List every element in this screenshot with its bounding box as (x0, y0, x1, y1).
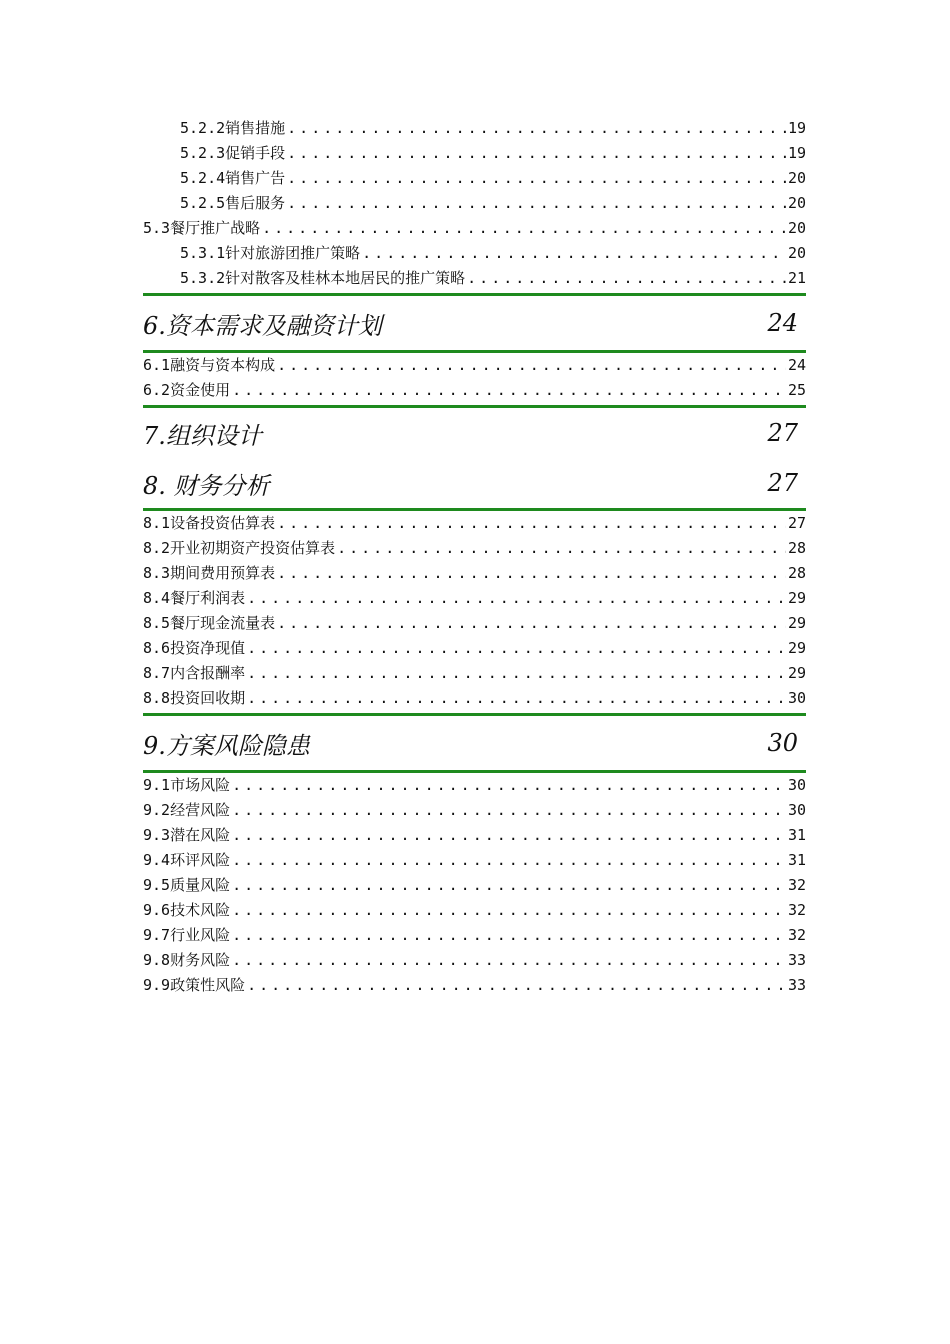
toc-entry-page-number: 33 (787, 951, 806, 969)
toc-entry-label: 9.1市场风险 (143, 776, 231, 794)
toc-entry[interactable] (143, 798, 806, 823)
dot-leader (247, 973, 786, 998)
dot-leader (232, 773, 786, 798)
dot-leader (287, 116, 786, 141)
dot-leader (277, 561, 786, 586)
toc-entry-label: 8.6投资净现值 (143, 639, 246, 657)
toc-group-8 (143, 511, 806, 711)
toc-entry-label: 9.2经营风险 (143, 801, 231, 819)
toc-entry-label: 8.4餐厅利润表 (143, 589, 246, 607)
chapter-page-number: 27 (767, 469, 798, 497)
dot-leader (232, 848, 786, 873)
toc-entry-page-number: 28 (787, 539, 806, 557)
toc-chapter-7[interactable] (143, 408, 806, 458)
toc-entry-page-number: 21 (787, 269, 806, 287)
toc-entry-page-number: 20 (787, 169, 806, 187)
toc-entry[interactable] (143, 216, 806, 241)
dot-leader (277, 611, 786, 636)
toc-entry[interactable] (143, 511, 806, 536)
toc-entry-page-number: 25 (787, 381, 806, 399)
toc-entry[interactable] (143, 923, 806, 948)
toc-entry-page-number: 29 (787, 639, 806, 657)
toc-entry[interactable] (143, 586, 806, 611)
toc-entry-label: 9.7行业风险 (143, 926, 231, 944)
dot-leader (232, 923, 786, 948)
toc-entry-label: 8.3期间费用预算表 (143, 564, 276, 582)
dot-leader (232, 378, 786, 403)
dot-leader (232, 898, 786, 923)
toc-entry-page-number: 24 (787, 356, 806, 374)
dot-leader (247, 636, 786, 661)
toc-entry-page-number: 33 (787, 976, 806, 994)
toc-entry[interactable] (143, 536, 806, 561)
dot-leader (287, 141, 786, 166)
toc-entry-label: 8.8投资回收期 (143, 689, 246, 707)
dot-leader (232, 823, 786, 848)
toc-entry-page-number: 20 (787, 244, 806, 262)
toc-entry-page-number: 29 (787, 614, 806, 632)
chapter-title: 7.组织设计 (143, 421, 262, 450)
toc-entry-page-number: 19 (787, 119, 806, 137)
toc-entry-page-number: 29 (787, 664, 806, 682)
dot-leader (247, 661, 786, 686)
toc-entry-page-number: 30 (787, 689, 806, 707)
toc-chapter-9[interactable] (143, 716, 806, 770)
toc-entry[interactable] (143, 773, 806, 798)
toc-entry[interactable] (143, 191, 806, 216)
toc-entry-page-number: 32 (787, 876, 806, 894)
toc-entry-label: 9.5质量风险 (143, 876, 231, 894)
toc-entry[interactable] (143, 166, 806, 191)
chapter-page-number: 30 (767, 729, 798, 757)
toc-entry-page-number: 27 (787, 514, 806, 532)
toc-entry[interactable] (143, 611, 806, 636)
chapter-title: 8. 财务分析 (143, 471, 270, 500)
toc-entry[interactable] (143, 241, 806, 266)
dot-leader (247, 686, 786, 711)
chapter-page-number: 27 (767, 419, 798, 447)
toc-entry[interactable] (143, 898, 806, 923)
dot-leader (277, 511, 786, 536)
toc-group-5 (143, 116, 806, 291)
toc-entry-page-number: 30 (787, 776, 806, 794)
toc-entry-label: 8.7内含报酬率 (143, 664, 246, 682)
dot-leader (287, 191, 786, 216)
toc-entry-label: 6.1融资与资本构成 (143, 356, 276, 374)
toc-entry-label: 6.2资金使用 (143, 381, 231, 399)
dot-leader (262, 216, 786, 241)
table-of-contents (143, 116, 806, 998)
toc-entry[interactable] (143, 561, 806, 586)
toc-entry-page-number: 31 (787, 826, 806, 844)
toc-entry[interactable] (143, 116, 806, 141)
toc-entry-label: 5.2.3促销手段 (180, 144, 286, 162)
toc-chapter-8[interactable] (143, 458, 806, 508)
toc-entry[interactable] (143, 636, 806, 661)
dot-leader (362, 241, 786, 266)
toc-entry-page-number: 32 (787, 926, 806, 944)
toc-entry[interactable] (143, 973, 806, 998)
toc-entry-page-number: 20 (787, 219, 806, 237)
toc-entry[interactable] (143, 266, 806, 291)
toc-entry-page-number: 30 (787, 801, 806, 819)
toc-entry[interactable] (143, 141, 806, 166)
toc-entry-page-number: 19 (787, 144, 806, 162)
toc-entry-label: 5.3.1针对旅游团推广策略 (180, 244, 361, 262)
chapter-title: 9.方案风险隐患 (143, 731, 310, 760)
dot-leader (232, 798, 786, 823)
toc-entry-page-number: 20 (787, 194, 806, 212)
dot-leader (287, 166, 786, 191)
toc-entry-page-number: 28 (787, 564, 806, 582)
toc-entry-label: 5.3餐厅推广战略 (143, 219, 261, 237)
toc-entry-label: 9.8财务风险 (143, 951, 231, 969)
dot-leader (232, 873, 786, 898)
toc-entry[interactable] (143, 353, 806, 378)
toc-entry-label: 8.1设备投资估算表 (143, 514, 276, 532)
toc-entry[interactable] (143, 661, 806, 686)
toc-entry-label: 8.2开业初期资产投资估算表 (143, 539, 336, 557)
toc-entry-label: 5.2.2销售措施 (180, 119, 286, 137)
toc-entry-page-number: 29 (787, 589, 806, 607)
toc-entry-page-number: 31 (787, 851, 806, 869)
toc-entry-label: 9.9政策性风险 (143, 976, 246, 994)
dot-leader (277, 353, 786, 378)
toc-group-6 (143, 353, 806, 403)
toc-entry-label: 5.2.4销售广告 (180, 169, 286, 187)
toc-entry-label: 9.3潜在风险 (143, 826, 231, 844)
toc-entry[interactable] (143, 686, 806, 711)
chapter-page-number: 24 (767, 309, 798, 337)
dot-leader (337, 536, 786, 561)
toc-entry-label: 9.4环评风险 (143, 851, 231, 869)
toc-entry[interactable] (143, 848, 806, 873)
dot-leader (467, 266, 786, 291)
dot-leader (232, 948, 786, 973)
toc-entry[interactable] (143, 823, 806, 848)
toc-entry-label: 8.5餐厅现金流量表 (143, 614, 276, 632)
toc-group-9 (143, 773, 806, 998)
toc-entry-page-number: 32 (787, 901, 806, 919)
toc-entry-label: 5.2.5售后服务 (180, 194, 286, 212)
toc-entry[interactable] (143, 378, 806, 403)
dot-leader (247, 586, 786, 611)
chapter-title: 6.资本需求及融资计划 (143, 311, 382, 340)
toc-chapter-6[interactable] (143, 296, 806, 350)
toc-entry[interactable] (143, 948, 806, 973)
toc-entry-label: 5.3.2针对散客及桂林本地居民的推广策略 (180, 269, 466, 287)
toc-entry-label: 9.6技术风险 (143, 901, 231, 919)
toc-entry[interactable] (143, 873, 806, 898)
